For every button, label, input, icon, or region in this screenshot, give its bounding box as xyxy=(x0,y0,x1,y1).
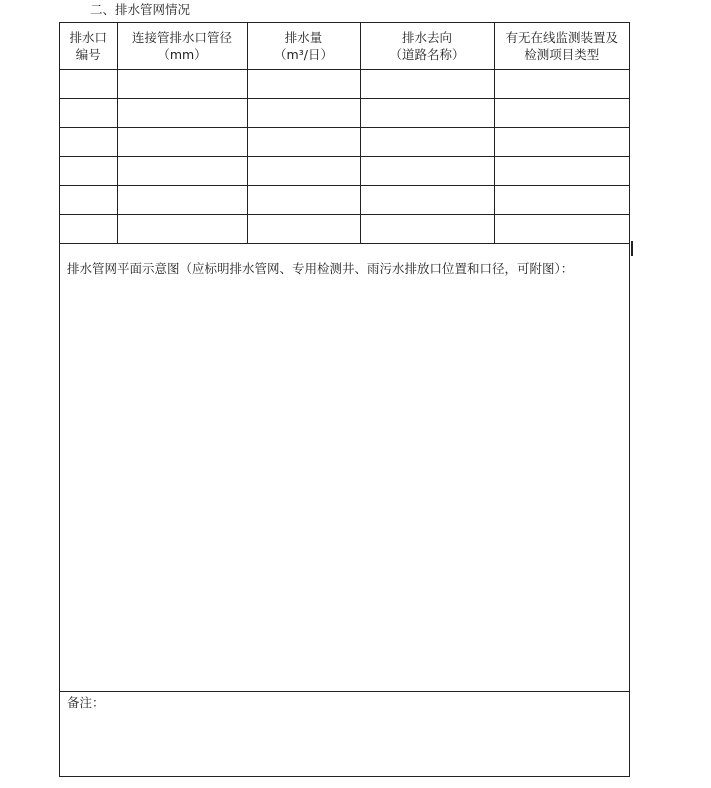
header-line: 有无在线监测装置及 xyxy=(505,29,618,45)
table-row xyxy=(60,214,629,243)
table-row xyxy=(60,185,629,214)
table-cell[interactable] xyxy=(117,69,247,98)
table-cell[interactable] xyxy=(60,156,117,185)
table-cell[interactable] xyxy=(117,156,247,185)
table-cell[interactable] xyxy=(117,127,247,156)
table-row xyxy=(60,98,629,127)
table-cell[interactable] xyxy=(494,127,629,156)
table-cell[interactable] xyxy=(360,69,494,98)
table-cell[interactable] xyxy=(117,214,247,243)
table-cell[interactable] xyxy=(247,127,360,156)
table-cell[interactable] xyxy=(360,127,494,156)
header-line: （m³/日） xyxy=(274,46,333,62)
table-cell[interactable] xyxy=(60,127,117,156)
table-row xyxy=(60,127,629,156)
table-cell[interactable] xyxy=(117,185,247,214)
table-cell[interactable] xyxy=(494,69,629,98)
header-online-monitoring xyxy=(494,23,629,69)
table-cell[interactable] xyxy=(360,98,494,127)
table-header-row xyxy=(60,23,629,69)
header-pipe-diameter xyxy=(117,23,247,69)
header-line: 检测项目类型 xyxy=(524,46,600,62)
drainage-table xyxy=(60,23,629,244)
table-cell[interactable] xyxy=(247,214,360,243)
table-cell[interactable] xyxy=(60,69,117,98)
table-cell[interactable] xyxy=(494,98,629,127)
table-cell[interactable] xyxy=(247,185,360,214)
table-cell[interactable] xyxy=(117,98,247,127)
table-cell[interactable] xyxy=(247,98,360,127)
table-cell[interactable] xyxy=(60,98,117,127)
table-row xyxy=(60,69,629,98)
table-cell[interactable] xyxy=(360,156,494,185)
table-cell[interactable] xyxy=(247,156,360,185)
header-discharge-volume xyxy=(247,23,360,69)
table-cell[interactable] xyxy=(494,185,629,214)
notes-label: 备注： xyxy=(67,695,105,710)
header-line: 编号 xyxy=(75,46,101,62)
header-outlet-number xyxy=(60,23,117,69)
sketch-area-label: 排水管网平面示意图（应标明排水管网、专用检测井、雨污水排放口位置和口径，可附图）： xyxy=(67,261,574,276)
table-cell[interactable] xyxy=(494,156,629,185)
header-line: 排水去向 xyxy=(401,29,452,45)
table-cell[interactable] xyxy=(247,69,360,98)
header-line: （mm） xyxy=(157,46,207,62)
table-cell[interactable] xyxy=(360,214,494,243)
table-cell[interactable] xyxy=(60,185,117,214)
form-frame xyxy=(59,22,630,777)
header-line: （道路名称） xyxy=(389,46,465,62)
section-title: 二、排水管网情况 xyxy=(90,2,191,17)
table-cell[interactable] xyxy=(60,214,117,243)
table-cell[interactable] xyxy=(360,185,494,214)
header-line: 连接管排水口管径 xyxy=(131,29,232,45)
header-line: 排水口 xyxy=(69,29,107,45)
header-discharge-destination xyxy=(360,23,494,69)
header-line: 排水量 xyxy=(284,29,323,45)
table-cell[interactable] xyxy=(494,214,629,243)
text-cursor-marker xyxy=(631,241,633,256)
notes-section[interactable] xyxy=(60,691,629,777)
table-row xyxy=(60,156,629,185)
